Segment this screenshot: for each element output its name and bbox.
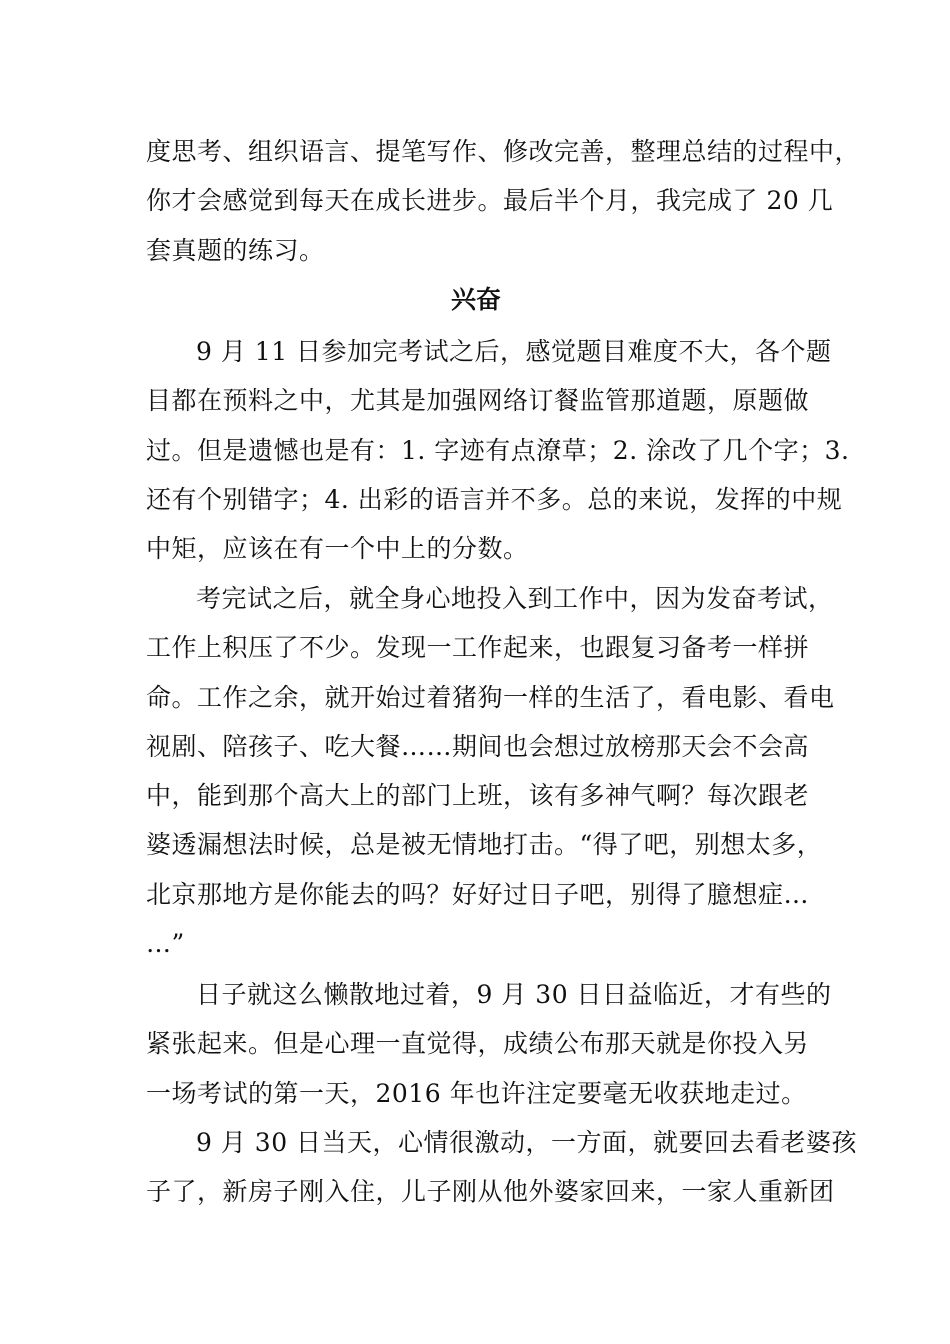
text-line: 目都在预料之中，尤其是加强网络订餐监管那道题，原题做	[146, 386, 810, 416]
text-line: 视剧、陪孩子、吃大餐……期间也会想过放榜那天会不会高	[146, 731, 810, 761]
text-line: 你才会感觉到每天在成长进步。最后半个月，我完成了 20 几	[146, 186, 834, 216]
text-line: 过。但是遗憾也是有：1. 字迹有点潦草；2. 涂改了几个字；3.	[146, 435, 850, 465]
text-line: 中，能到那个高大上的部门上班，该有多神气啊？每次跟老	[146, 781, 810, 811]
text-line: 命。工作之余，就开始过着猪狗一样的生活了，看电影、看电	[146, 682, 835, 712]
text-line: 北京那地方是你能去的吗？好好过日子吧，别得了臆想症…	[146, 879, 810, 909]
text-line: 度思考、组织语言、提笔写作、修改完善，整理总结的过程中，	[146, 137, 861, 166]
text-line: 考完试之后，就全身心地投入到工作中，因为发奋考试，	[196, 584, 834, 613]
text-line: 套真题的练习。	[146, 235, 325, 265]
text-line: …”	[146, 929, 185, 959]
text-line: 日子就这么懒散地过着，9 月 30 日日益临近，才有些的	[196, 980, 832, 1009]
paragraph-2	[146, 574, 835, 968]
paragraph-4	[146, 1118, 858, 1217]
text-line: 9 月 30 日当天，心情很激动，一方面，就要回去看老婆孩	[196, 1128, 858, 1157]
text-line: 还有个别错字；4. 出彩的语言并不多。总的来说，发挥的中规	[146, 484, 843, 514]
text-line: 9 月 11 日参加完考试之后，感觉题目难度不大，各个题	[196, 337, 832, 366]
intro-paragraph	[146, 127, 861, 275]
paragraph-3	[146, 970, 832, 1118]
text-line: 工作上积压了不少。发现一工作起来，也跟复习备考一样拼	[146, 633, 810, 663]
text-line: 婆透漏想法时候，总是被无情地打击。“得了吧，别想太多，	[146, 830, 823, 860]
text-line: 中矩，应该在有一个中上的分数。	[146, 534, 529, 564]
text-line: 一场考试的第一天，2016 年也许注定要毫无收获地走过。	[146, 1078, 807, 1108]
section-heading: 兴奋	[450, 285, 501, 314]
text-line: 子了，新房子刚入住，儿子刚从他外婆家回来，一家人重新团	[146, 1177, 835, 1207]
paragraph-1	[146, 327, 850, 573]
text-line: 紧张起来。但是心理一直觉得，成绩公布那天就是你投入另	[146, 1029, 810, 1059]
